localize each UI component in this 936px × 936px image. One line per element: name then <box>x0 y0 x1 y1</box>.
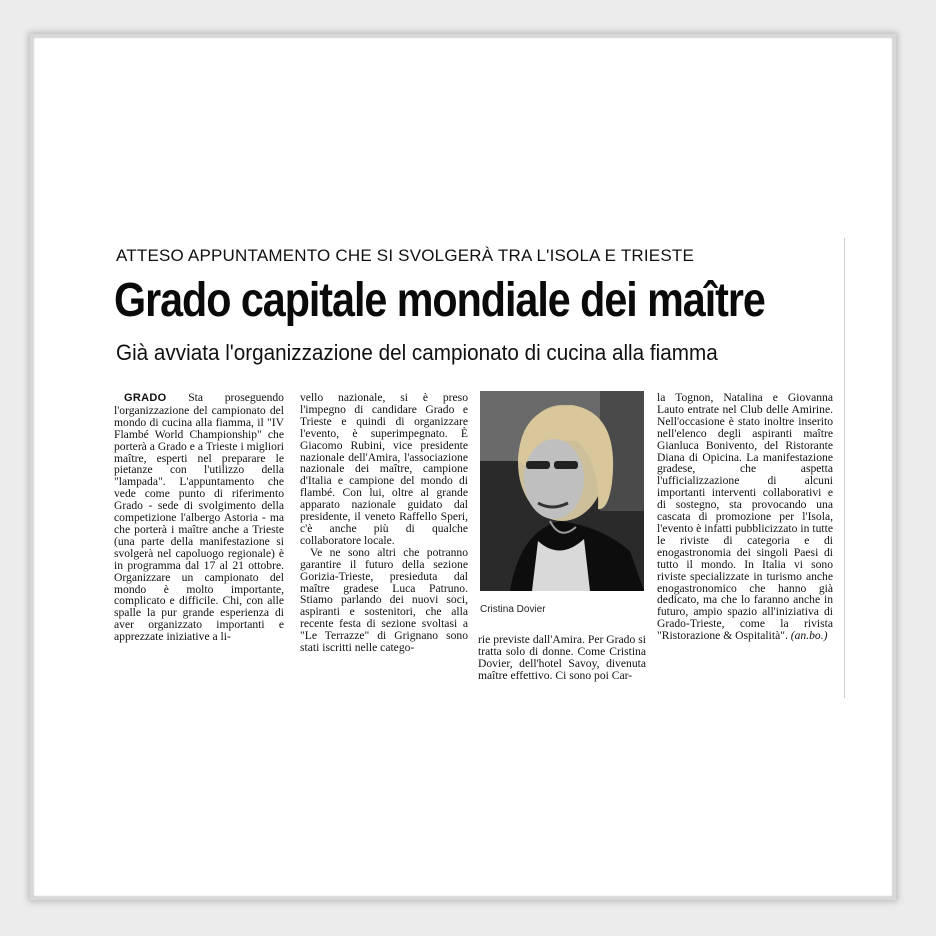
article-column-1 <box>114 392 284 692</box>
newspaper-clipping <box>94 238 845 698</box>
column-2-paragraph-2: Ve ne sono altri che potranno garantire il futuro della sezione Gorizia-Trieste, presieduta dal maître gradese Luca Patruno. Stiamo parlando dei nuovi soci, aspiranti e sostenitori, che alla recente festa di sezione svoltasi a "Le Terrazze" di Grignano sono stati iscritti nelle catego- <box>300 545 468 655</box>
subheadline: Già avviata l'organizzazione del campionato di cucina alla fiamma <box>116 340 718 365</box>
article-column-4 <box>657 392 833 692</box>
portrait-photo <box>480 391 644 591</box>
column-4-text: la Tognon, Natalina e Giovanna Lauto entrate nel Club delle Amirine. Nell'occasione è stato inoltre inserito nell'elenco degli aspiranti maître Gianluca Bonivento, del Ristorante Diana di Opicina. La manifestazione gradese, che aspetta l'ufficializzazione di alcuni importanti interventi collaborativi e di sostegno, sta provocando una cascata di promozione per l'Isola, l'evento è infatti pubblicizzato in tutte le riviste di categoria e di enogastronomia dei singoli Paesi di tutto il mondo. In Italia vi sono riviste specializzate in turismo anche enogastronomico che hanno già dedicato, ma che lo faranno anche in futuro, ampio spazio all'iniziativa di Grado-Trieste, come la rivista "Ristorazione & Ospitalità". <box>657 392 833 643</box>
author-signature: (an.bo.) <box>790 629 828 643</box>
column-3-text: rie previste dall'Amira. Per Grado si tratta solo di donne. Come Cristina Dovier, dell'hotel Savoy, divenuta maître effettivo. Ci sono poi Car- <box>478 634 646 682</box>
headline: Grado capitale mondiale dei maître <box>114 274 765 327</box>
dateline: GRADO <box>124 392 167 404</box>
portrait-image <box>480 391 644 591</box>
photo-caption: Cristina Dovier <box>480 604 546 615</box>
kicker: ATTESO APPUNTAMENTO CHE SI SVOLGERÀ TRA L'ISOLA E TRIESTE <box>116 246 695 265</box>
column-2-paragraph-1: vello nazionale, si è preso l'impegno di candidare Grado e Trieste e quindi di organizzare l'evento, è superimpegnato. È Giacomo Rubini, vice presidente nazionale dell'Amira, l'associazione nazionale dei maître, campione d'Italia e campione del mondo di flambé. Con lui, oltre al grande apparato nazionale guidato dal presidente, il veneto Raffello Speri, c'è anche più di qualche collaboratore locale. <box>300 392 468 547</box>
article-column-2 <box>300 392 468 692</box>
article-column-3 <box>478 634 646 694</box>
column-1-text: Sta proseguendo l'organizzazione del campionato del mondo di cucina alla fiamma, il "IV Flambé World Championship" che porterà a Grado e a Trieste i migliori maître, esperti nel preparare le pietanze con l'utilizzo della "lampada". L'appuntamento che vede come punto di riferimento Grado - sede di svolgimento della competizione l'albergo Astoria - ma che porterà i maître anche a Trieste (una parte della manifestazione si svolgerà nel capoluogo regionale) è in programma dal 17 al 21 ottobre. Organizzare un campionato del mondo è molto importante, complicato e difficile. Chi, con alle spalle la pur grande esperienza di aver organizzato importanti e apprezzate iniziative a li- <box>114 392 284 644</box>
